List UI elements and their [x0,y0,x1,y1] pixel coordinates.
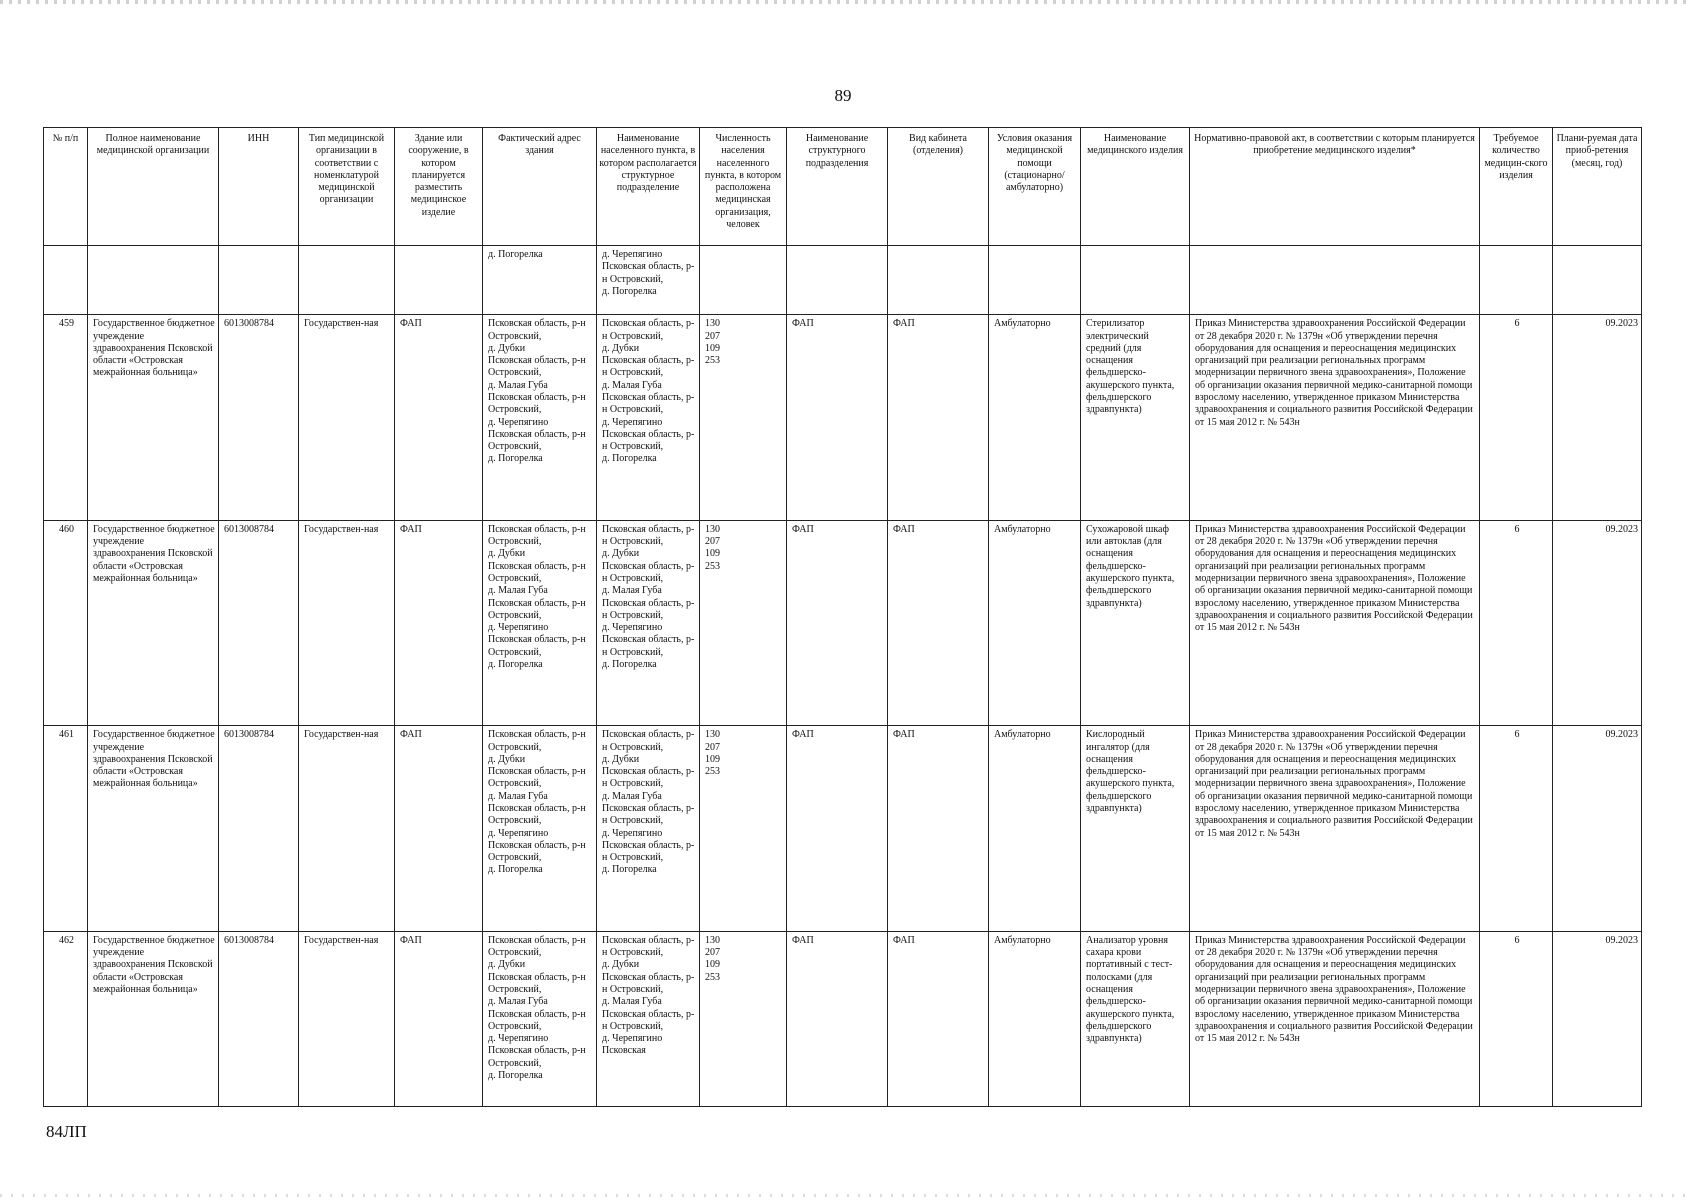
cell-num: 459 [44,315,88,521]
cell-act: Приказ Министерства здравоохранения Российской Федерации от 28 декабря 2020 г. № 1379н «Об утверждении перечня оборудования для оснащения и переоснащения медицинских организаций при реализации региональных программ модернизации первичного звена здравоохранения», Положение об организации оказания первичной медико-санитарной помощи взрослому населению, утвержденное приказом Министерства здравоохранения и социального развития Российской Федерации от 15 мая 2012 г. № 543н [1190,315,1480,521]
cell-inn: 6013008784 [219,315,299,521]
cell-type: Государствен-ная [299,315,395,521]
cell-conditions: Амбулаторно [989,726,1081,932]
cell-population: 130 207 109 253 [700,315,787,521]
table-header-row [44,128,1642,246]
cell-unit: ФАП [787,315,888,521]
cell-num: 461 [44,726,88,932]
col-header-device: Наименование медицинского изделия [1081,128,1190,246]
cell-address: Псковская область, р-н Островский, д. Дубки Псковская область, р-н Островский, д. Малая Губа Псковская область, р-н Островский, д. Черепягино Псковская область, р-н Островский, д. Погорелка [483,931,597,1106]
cell-unit: ФАП [787,931,888,1106]
cell-settlement: Псковская область, р-н Островский, д. Дубки Псковская область, р-н Островский, д. Малая Губа Псковская область, р-н Островский, д. Черепягино Псковская область, р-н Островский, д. Погорелка [597,315,700,521]
cell-qty: 6 [1480,315,1553,521]
cell-qty: 6 [1480,726,1553,932]
cell-cabinet: ФАП [888,315,989,521]
cell-device: Стерилизатор электрический средний (для оснащения фельдшерско-акушерского пункта, фельдшерского здравпункта) [1081,315,1190,521]
cell-device: Кислородный ингалятор (для оснащения фельдшерско-акушерского пункта, фельдшерского здравпункта) [1081,726,1190,932]
cell-type: Государствен-ная [299,520,395,726]
cell-act: Приказ Министерства здравоохранения Российской Федерации от 28 декабря 2020 г. № 1379н «Об утверждении перечня оборудования для оснащения и переоснащения медицинских организаций при реализации региональных программ модернизации первичного звена здравоохранения», Положение об организации оказания первичной медико-санитарной помощи взрослому населению, утвержденное приказом Министерства здравоохранения и социального развития Российской Федерации от 15 мая 2012 г. № 543н [1190,726,1480,932]
cell-act: Приказ Министерства здравоохранения Российской Федерации от 28 декабря 2020 г. № 1379н «Об утверждении перечня оборудования для оснащения и переоснащения медицинских организаций при реализации региональных программ модернизации первичного звена здравоохранения», Положение об организации оказания первичной медико-санитарной помощи взрослому населению, утвержденное приказом Министерства здравоохранения и социального развития Российской Федерации от 15 мая 2012 г. № 543н [1190,520,1480,726]
col-header-building: Здание или сооружение, в котором планируется разместить медицинское изделие [395,128,483,246]
cell-conditions: Амбулаторно [989,520,1081,726]
cell-org: Государственное бюджетное учреждение здравоохранения Псковской области «Островская межрайонная больница» [88,520,219,726]
cell-inn: 6013008784 [219,931,299,1106]
cell-settlement: Псковская область, р-н Островский, д. Дубки Псковская область, р-н Островский, д. Малая Губа Псковская область, р-н Островский, д. Черепягино Псковская [597,931,700,1106]
cell-num: 460 [44,520,88,726]
cell-date: 09.2023 [1553,520,1642,726]
cell-device: Анализатор уровня сахара крови портативный с тест-полосками (для оснащения фельдшерско-акушерского пункта, фельдшерского здравпункта) [1081,931,1190,1106]
col-header-inn: ИНН [219,128,299,246]
cell-conditions: Амбулаторно [989,931,1081,1106]
cell-date: 09.2023 [1553,931,1642,1106]
continuation-row [44,246,1642,315]
cell-cabinet: ФАП [888,520,989,726]
table-row [44,931,1642,1106]
cell-population: 130 207 109 253 [700,520,787,726]
cell-date: 09.2023 [1553,726,1642,932]
cell-address: д. Погорелка [483,246,597,315]
cell-qty: 6 [1480,931,1553,1106]
cell-type: Государствен-ная [299,726,395,932]
cell-org: Государственное бюджетное учреждение здравоохранения Псковской области «Островская межрайонная больница» [88,726,219,932]
col-header-settlement: Наименование населенного пункта, в котором располагается структурное подразделение [597,128,700,246]
cell-address: Псковская область, р-н Островский, д. Дубки Псковская область, р-н Островский, д. Малая Губа Псковская область, р-н Островский, д. Черепягино Псковская область, р-н Островский, д. Погорелка [483,315,597,521]
cell-qty: 6 [1480,520,1553,726]
cell-unit: ФАП [787,520,888,726]
cell-unit: ФАП [787,726,888,932]
cell-conditions: Амбулаторно [989,315,1081,521]
col-header-cabinet: Вид кабинета (отделения) [888,128,989,246]
scan-edge-bottom [0,1194,1686,1197]
cell-date: 09.2023 [1553,315,1642,521]
cell-address: Псковская область, р-н Островский, д. Дубки Псковская область, р-н Островский, д. Малая Губа Псковская область, р-н Островский, д. Черепягино Псковская область, р-н Островский, д. Погорелка [483,520,597,726]
cell-inn: 6013008784 [219,726,299,932]
cell-population: 130 207 109 253 [700,931,787,1106]
col-header-qty: Требуемое количество медицин-ского изделия [1480,128,1553,246]
table-row [44,315,1642,521]
col-header-org: Полное наименование медицинской организации [88,128,219,246]
col-header-num: № п/п [44,128,88,246]
cell-building: ФАП [395,520,483,726]
cell-settlement: Псковская область, р-н Островский, д. Дубки Псковская область, р-н Островский, д. Малая Губа Псковская область, р-н Островский, д. Черепягино Псковская область, р-н Островский, д. Погорелка [597,726,700,932]
cell-address: Псковская область, р-н Островский, д. Дубки Псковская область, р-н Островский, д. Малая Губа Псковская область, р-н Островский, д. Черепягино Псковская область, р-н Островский, д. Погорелка [483,726,597,932]
cell-cabinet: ФАП [888,931,989,1106]
cell-building: ФАП [395,315,483,521]
cell-org: Государственное бюджетное учреждение здравоохранения Псковской области «Островская межрайонная больница» [88,931,219,1106]
equipment-register-table [43,127,1642,1107]
cell-cabinet: ФАП [888,726,989,932]
cell-settlement: д. Черепягино Псковская область, р-н Островский, д. Погорелка [597,246,700,315]
page-number: 89 [834,86,852,105]
cell-settlement: Псковская область, р-н Островский, д. Дубки Псковская область, р-н Островский, д. Малая Губа Псковская область, р-н Островский, д. Черепягино Псковская область, р-н Островский, д. Погорелка [597,520,700,726]
cell-device: Сухожаровой шкаф или автоклав (для оснащения фельдшерско-акушерского пункта, фельдшерского здравпункта) [1081,520,1190,726]
cell-org: Государственное бюджетное учреждение здравоохранения Псковской области «Островская межрайонная больница» [88,315,219,521]
col-header-date: Плани-руемая дата приоб-ретения (месяц, год) [1553,128,1642,246]
cell-act: Приказ Министерства здравоохранения Российской Федерации от 28 декабря 2020 г. № 1379н «Об утверждении перечня оборудования для оснащения и переоснащения медицинских организаций при реализации региональных программ модернизации первичного звена здравоохранения», Положение об организации оказания первичной медико-санитарной помощи взрослому населению, утвержденное приказом Министерства здравоохранения и социального развития Российской Федерации от 15 мая 2012 г. № 543н [1190,931,1480,1106]
table-row [44,520,1642,726]
footer-code: 84ЛП [46,1122,87,1141]
table-row [44,726,1642,932]
cell-num: 462 [44,931,88,1106]
col-header-unit: Наименование структурного подразделения [787,128,888,246]
col-header-address: Фактический адрес здания [483,128,597,246]
col-header-population: Численность населения населенного пункта, в котором расположена медицинская организация, человек [700,128,787,246]
cell-inn: 6013008784 [219,520,299,726]
scan-edge-top [0,0,1686,4]
cell-building: ФАП [395,726,483,932]
cell-type: Государствен-ная [299,931,395,1106]
cell-population: 130 207 109 253 [700,726,787,932]
col-header-act: Нормативно-правовой акт, в соответствии с которым планируется приобретение медицинского изделия* [1190,128,1480,246]
cell-building: ФАП [395,931,483,1106]
col-header-conditions: Условия оказания медицинской помощи (стационарно/ амбулаторно) [989,128,1081,246]
col-header-type: Тип медицинской организации в соответствии с номенклатурой медицинской организации [299,128,395,246]
